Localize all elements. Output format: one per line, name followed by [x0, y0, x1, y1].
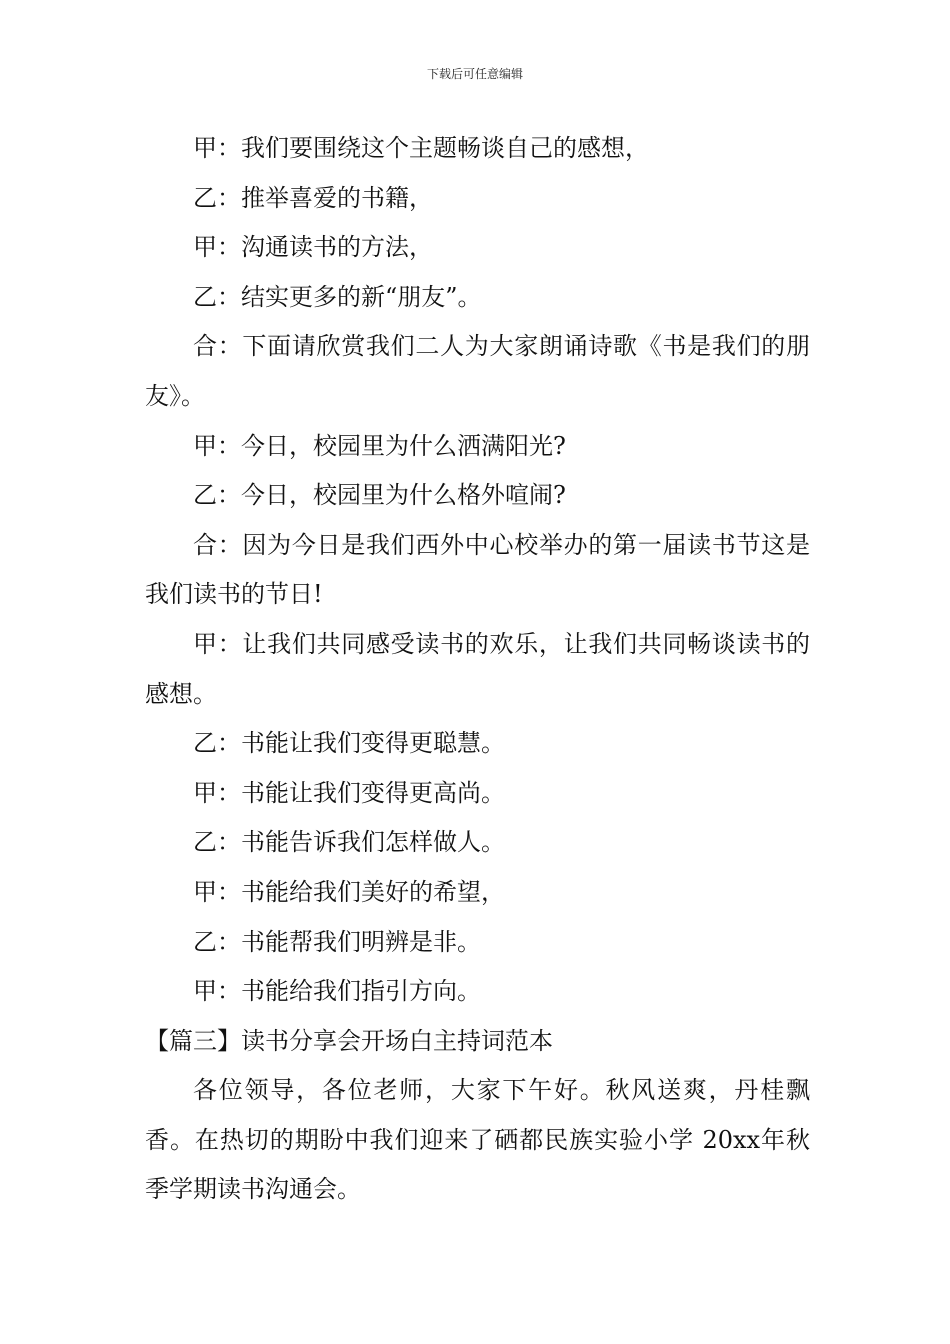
dialogue-line: 乙：书能告诉我们怎样做人。 — [193, 828, 505, 857]
section-paragraph: 各位领导，各位老师，大家下午好。秋风送爽，丹桂飘香。在热切的期盼中我们迎来了硒都民族实验小学 20xx年秋季学期读书沟通会。 — [145, 1076, 810, 1204]
dialogue-line: 乙：推举喜爱的书籍， — [193, 183, 433, 212]
dialogue-line: 合：下面请欣赏我们二人为大家朗诵诗歌《书是我们的朋友》。 — [145, 332, 810, 410]
dialogue-line: 甲：沟通读书的方法， — [193, 233, 433, 262]
dialogue-line: 合：因为今日是我们西外中心校举办的第一届读书节这是我们读书的节日! — [145, 530, 810, 609]
page-header: 下载后可任意编辑 — [426, 67, 523, 81]
document-body — [145, 124, 810, 1215]
dialogue-line: 乙：结实更多的新“朋友”。 — [193, 282, 482, 311]
dialogue-line: 甲：让我们共同感受读书的欢乐，让我们共同畅谈读书的感想。 — [145, 629, 810, 708]
dialogue-line: 乙：书能帮我们明辨是非。 — [193, 927, 481, 956]
dialogue-line: 乙：书能让我们变得更聪慧。 — [193, 729, 505, 758]
dialogue-line: 甲：今日，校园里为什么洒满阳光? — [193, 431, 566, 460]
section-heading: 【篇三】读书分享会开场白主持词范本 — [145, 1026, 553, 1055]
dialogue-line: 甲：书能给我们美好的希望， — [193, 877, 505, 906]
dialogue-line: 乙：今日，校园里为什么格外喧闹? — [193, 481, 566, 510]
dialogue-line: 甲：我们要围绕这个主题畅谈自己的感想， — [193, 134, 649, 162]
dialogue-line: 甲：书能让我们变得更高尚。 — [193, 778, 505, 807]
dialogue-line: 甲：书能给我们指引方向。 — [193, 977, 481, 1006]
